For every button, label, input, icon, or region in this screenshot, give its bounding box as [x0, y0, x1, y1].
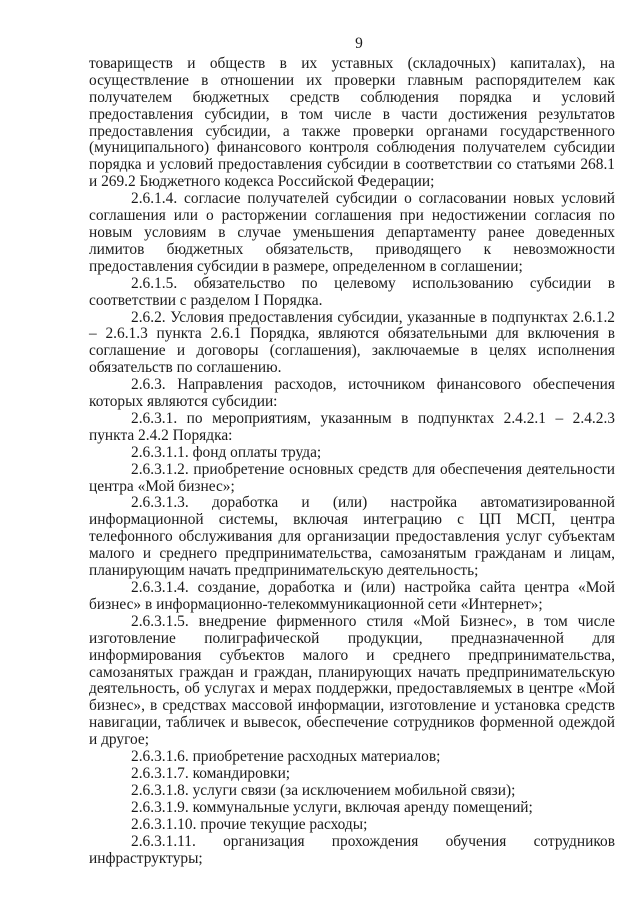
paragraph-2-6-1-4: 2.6.1.4. согласие получателей субсидии о согласовании новых условий соглашения или о расторжении соглашения при недостижении согласия по новым условиям в случае уменьшения департаменту ранее доведенных лимитов бюджетных обязательств, приводящего к невозможности предоставления субсидии в размере, определенном в соглашении;: [89, 190, 615, 275]
paragraph-2-6-3-1: 2.6.3.1. по мероприятиям, указанным в подпунктах 2.4.2.1 – 2.4.2.3 пункта 2.4.2 Порядка:: [89, 409, 615, 444]
paragraph-2-6-3-1-10: 2.6.3.1.10. прочие текущие расходы;: [131, 815, 368, 833]
paragraph-continuation: товариществ и обществ в их уставных (складочных) капиталах), на осуществление в отношении их проверки главным распорядителем как получателем бюджетных средств соблюдения порядка и условий предоставления субсидии, в том числе в части достижения результатов предоставления субсидии, а также проверки органами государственного (муниципального) финансового контроля соблюдения получателем субсидии порядка и условий предоставления субсидии в соответствии со статьями 268.1 и 269.2 Бюджетного кодекса Российской Федерации;: [89, 54, 615, 191]
paragraph-2-6-2: 2.6.2. Условия предоставления субсидии, указанные в подпунктах 2.6.1.2 – 2.6.1.3 пункта 2.6.1 Порядка, являются обязательными для включения в соглашение и договоры (соглашения), заключаемые в целях исполнения обязательств по соглашению.: [89, 308, 615, 377]
paragraph-2-6-3-1-3: 2.6.3.1.3. доработка и (или) настройка автоматизированной информационной системы, включая интеграцию с ЦП МСП, центра телефонного обслуживания для организации предоставления услуг субъектам малого и среднего предпринимательства, самозанятым гражданам и лицам, планирующим начать предпринимательскую деятельность;: [89, 494, 615, 580]
paragraph-2-6-3-1-5: 2.6.3.1.5. внедрение фирменного стиля «Мой Бизнес», в том числе изготовление полиграфической продукции, предназначенной для информирования субъектов малого и среднего предпринимательства, самозанятых граждан и граждан, планирующих начать предпринимательскую деятельность, об услугах и мерах поддержки, предоставляемых в центре «Мой бизнес», в средствах массовой информации, изготовление и установка средств навигации, табличек и вывесок, обеспечение сотрудников форменной одеждой и другое;: [89, 612, 615, 749]
paragraph-2-6-3-1-8: 2.6.3.1.8. услуги связи (за исключением мобильной связи);: [131, 781, 516, 799]
paragraph-2-6-3: 2.6.3. Направления расходов, источником финансового обеспечения которых являются субсидии:: [89, 376, 615, 411]
paragraph-2-6-3-1-7: 2.6.3.1.7. командировки;: [131, 764, 291, 782]
paragraph-2-6-3-1-1: 2.6.3.1.1. фонд оплаты труда;: [131, 443, 322, 461]
paragraph-2-6-3-1-4: 2.6.3.1.4. создание, доработка и (или) настройка сайта центра «Мой бизнес» в информационно-телекоммуникационной сети «Интернет»;: [89, 579, 615, 613]
paragraph-2-6-3-1-9: 2.6.3.1.9. коммунальные услуги, включая аренду помещений;: [131, 798, 533, 816]
paragraph-2-6-1-5: 2.6.1.5. обязательство по целевому использованию субсидии в соответствии с разделом I Порядка.: [89, 274, 615, 309]
paragraph-2-6-3-1-6: 2.6.3.1.6. приобретение расходных материалов;: [131, 748, 441, 766]
page-number: 9: [355, 35, 363, 52]
paragraph-2-6-3-1-2: 2.6.3.1.2. приобретение основных средств для обеспечения деятельности центра «Мой бизнес»;: [89, 460, 615, 495]
paragraph-2-6-3-1-11: 2.6.3.1.11. организация прохождения обучения сотрудников инфраструктуры;: [89, 832, 615, 867]
document-page: [89, 36, 615, 867]
